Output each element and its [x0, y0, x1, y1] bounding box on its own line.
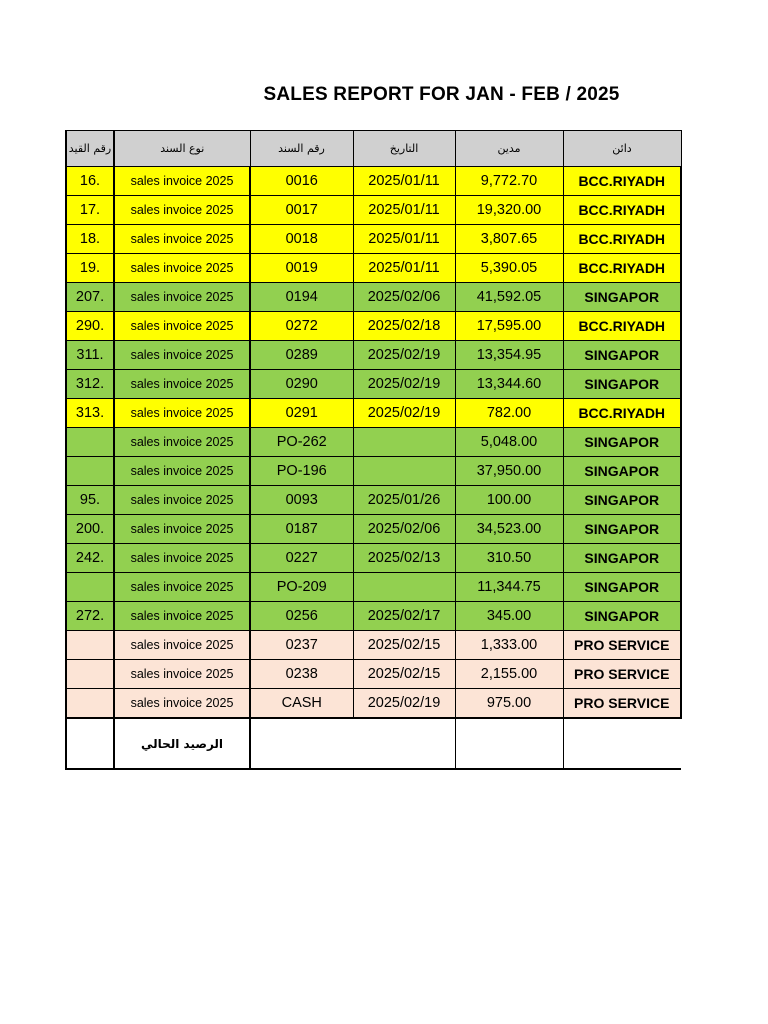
document-number-cell: 0187 [250, 515, 353, 544]
table-row [66, 689, 681, 719]
credit-cell: SINGAPOR [563, 341, 681, 370]
entry-number-cell: 16. [66, 167, 114, 196]
document-number-cell: 0194 [250, 283, 353, 312]
table-row [66, 631, 681, 660]
table-row [66, 341, 681, 370]
date-cell: 2025/01/11 [353, 254, 455, 283]
debit-cell: 5,048.00 [455, 428, 563, 457]
table-row [66, 457, 681, 486]
document-type-cell: sales invoice 2025 [114, 689, 250, 719]
document-number-cell: 0238 [250, 660, 353, 689]
date-cell: 2025/02/06 [353, 515, 455, 544]
document-number-cell: PO-209 [250, 573, 353, 602]
document-number-cell: 0018 [250, 225, 353, 254]
document-type-cell: sales invoice 2025 [114, 341, 250, 370]
document-type-cell: sales invoice 2025 [114, 457, 250, 486]
debit-cell: 345.00 [455, 602, 563, 631]
debit-cell: 41,592.05 [455, 283, 563, 312]
credit-cell: PRO SERVICE [563, 689, 681, 719]
table-row [66, 660, 681, 689]
entry-number-cell [66, 573, 114, 602]
table-row [66, 573, 681, 602]
credit-cell: PRO SERVICE [563, 660, 681, 689]
date-cell: 2025/02/15 [353, 660, 455, 689]
credit-cell: PRO SERVICE [563, 631, 681, 660]
total-row [66, 718, 681, 769]
document-number-cell: 0016 [250, 167, 353, 196]
document-number-cell: 0272 [250, 312, 353, 341]
header-entry-number: رقم القيد [66, 131, 114, 167]
credit-cell: SINGAPOR [563, 457, 681, 486]
document-number-cell: 0017 [250, 196, 353, 225]
table-row [66, 254, 681, 283]
entry-number-cell: 311. [66, 341, 114, 370]
document-type-cell: sales invoice 2025 [114, 602, 250, 631]
document-type-cell: sales invoice 2025 [114, 254, 250, 283]
credit-cell: BCC.RIYADH [563, 254, 681, 283]
header-row [66, 131, 681, 167]
document-number-cell: 0256 [250, 602, 353, 631]
debit-cell: 17,595.00 [455, 312, 563, 341]
date-cell: 2025/01/11 [353, 196, 455, 225]
debit-cell: 975.00 [455, 689, 563, 719]
date-cell: 2025/02/06 [353, 283, 455, 312]
document-type-cell: sales invoice 2025 [114, 370, 250, 399]
entry-number-cell: 290. [66, 312, 114, 341]
table-row [66, 312, 681, 341]
date-cell [353, 573, 455, 602]
total-debit-cell [455, 718, 563, 769]
total-label: الرصيد الحالي [114, 718, 250, 769]
table-row [66, 196, 681, 225]
table-row [66, 283, 681, 312]
credit-cell: BCC.RIYADH [563, 399, 681, 428]
header-document-type: نوع السند [114, 131, 250, 167]
credit-cell: SINGAPOR [563, 515, 681, 544]
entry-number-cell: 313. [66, 399, 114, 428]
header-debit: مدين [455, 131, 563, 167]
document-number-cell: 0290 [250, 370, 353, 399]
document-type-cell: sales invoice 2025 [114, 573, 250, 602]
credit-cell: SINGAPOR [563, 573, 681, 602]
date-cell: 2025/01/26 [353, 486, 455, 515]
table-row [66, 370, 681, 399]
document-number-cell: 0019 [250, 254, 353, 283]
document-number-cell: 0227 [250, 544, 353, 573]
table-row [66, 399, 681, 428]
date-cell: 2025/01/11 [353, 167, 455, 196]
table-row [66, 167, 681, 196]
debit-cell: 37,950.00 [455, 457, 563, 486]
entry-number-cell: 18. [66, 225, 114, 254]
table-body [66, 167, 681, 719]
credit-cell: SINGAPOR [563, 602, 681, 631]
document-type-cell: sales invoice 2025 [114, 428, 250, 457]
date-cell: 2025/02/18 [353, 312, 455, 341]
total-doc-date-cell [250, 718, 455, 769]
document-type-cell: sales invoice 2025 [114, 225, 250, 254]
document-type-cell: sales invoice 2025 [114, 515, 250, 544]
date-cell: 2025/01/11 [353, 225, 455, 254]
debit-cell: 34,523.00 [455, 515, 563, 544]
date-cell: 2025/02/17 [353, 602, 455, 631]
document-number-cell: 0237 [250, 631, 353, 660]
document-number-cell: 0289 [250, 341, 353, 370]
entry-number-cell [66, 660, 114, 689]
document-number-cell: 0093 [250, 486, 353, 515]
document-type-cell: sales invoice 2025 [114, 196, 250, 225]
entry-number-cell [66, 457, 114, 486]
date-cell: 2025/02/19 [353, 689, 455, 719]
debit-cell: 100.00 [455, 486, 563, 515]
credit-cell: SINGAPOR [563, 486, 681, 515]
entry-number-cell: 272. [66, 602, 114, 631]
document-type-cell: sales invoice 2025 [114, 631, 250, 660]
debit-cell: 1,333.00 [455, 631, 563, 660]
debit-cell: 782.00 [455, 399, 563, 428]
table-row [66, 486, 681, 515]
table-row [66, 225, 681, 254]
document-type-cell: sales invoice 2025 [114, 660, 250, 689]
document-type-cell: sales invoice 2025 [114, 167, 250, 196]
credit-cell: BCC.RIYADH [563, 312, 681, 341]
document-type-cell: sales invoice 2025 [114, 399, 250, 428]
credit-cell: BCC.RIYADH [563, 225, 681, 254]
debit-cell: 5,390.05 [455, 254, 563, 283]
credit-cell: SINGAPOR [563, 283, 681, 312]
entry-number-cell: 242. [66, 544, 114, 573]
entry-number-cell: 207. [66, 283, 114, 312]
credit-cell: BCC.RIYADH [563, 196, 681, 225]
document-number-cell: PO-262 [250, 428, 353, 457]
document-type-cell: sales invoice 2025 [114, 312, 250, 341]
document-number-cell: 0291 [250, 399, 353, 428]
header-document-number: رقم السند [250, 131, 353, 167]
entry-number-cell [66, 428, 114, 457]
debit-cell: 11,344.75 [455, 573, 563, 602]
header-date: التاريخ [353, 131, 455, 167]
document-type-cell: sales invoice 2025 [114, 283, 250, 312]
table-row [66, 602, 681, 631]
document-type-cell: sales invoice 2025 [114, 544, 250, 573]
date-cell: 2025/02/15 [353, 631, 455, 660]
debit-cell: 2,155.00 [455, 660, 563, 689]
table-row [66, 515, 681, 544]
date-cell: 2025/02/19 [353, 370, 455, 399]
entry-number-cell: 200. [66, 515, 114, 544]
table-row [66, 544, 681, 573]
date-cell: 2025/02/13 [353, 544, 455, 573]
debit-cell: 13,344.60 [455, 370, 563, 399]
entry-number-cell [66, 689, 114, 719]
debit-cell: 3,807.65 [455, 225, 563, 254]
document-number-cell: PO-196 [250, 457, 353, 486]
entry-number-cell: 19. [66, 254, 114, 283]
debit-cell: 9,772.70 [455, 167, 563, 196]
date-cell: 2025/02/19 [353, 341, 455, 370]
credit-cell: SINGAPOR [563, 544, 681, 573]
date-cell: 2025/02/19 [353, 399, 455, 428]
total-entry-cell [66, 718, 114, 769]
document-number-cell: CASH [250, 689, 353, 719]
credit-cell: BCC.RIYADH [563, 167, 681, 196]
table-row [66, 428, 681, 457]
credit-cell: SINGAPOR [563, 370, 681, 399]
date-cell [353, 457, 455, 486]
credit-cell: SINGAPOR [563, 428, 681, 457]
sales-table-container [65, 130, 682, 770]
header-credit: دائن [563, 131, 681, 167]
debit-cell: 310.50 [455, 544, 563, 573]
entry-number-cell: 312. [66, 370, 114, 399]
sales-table [65, 130, 682, 770]
entry-number-cell [66, 631, 114, 660]
document-type-cell: sales invoice 2025 [114, 486, 250, 515]
entry-number-cell: 17. [66, 196, 114, 225]
date-cell [353, 428, 455, 457]
entry-number-cell: 95. [66, 486, 114, 515]
report-title: SALES REPORT FOR JAN - FEB / 2025 [263, 84, 620, 105]
debit-cell: 19,320.00 [455, 196, 563, 225]
total-credit-cell [563, 718, 681, 769]
debit-cell: 13,354.95 [455, 341, 563, 370]
